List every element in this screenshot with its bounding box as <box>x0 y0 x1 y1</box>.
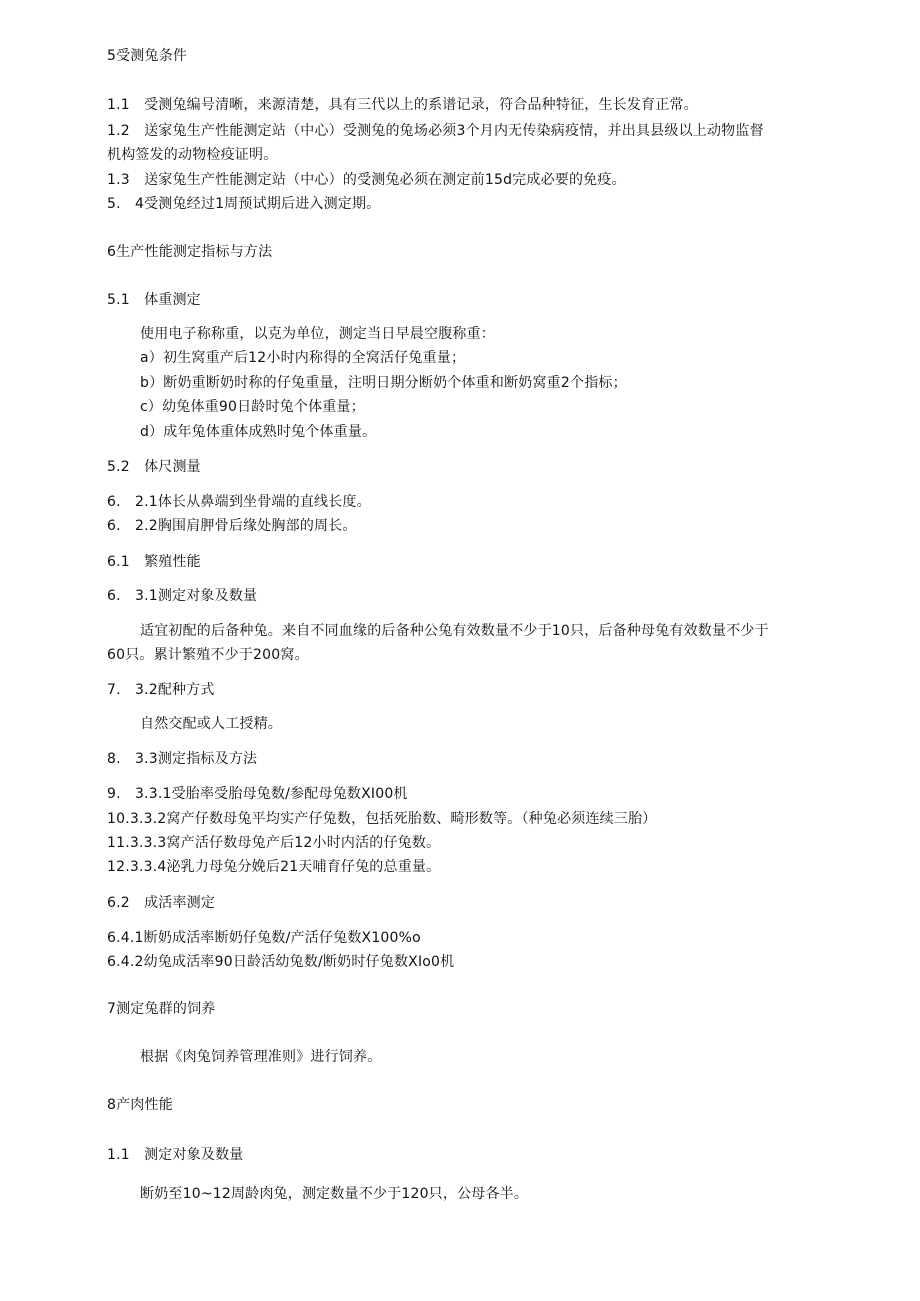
subsection-5-2: 5.2 体尺测量 <box>107 459 201 475</box>
body-text: 根据《肉兔饲养管理准则》进行饲养。 <box>140 1049 382 1065</box>
section-7-heading: 7测定兔群的饲养 <box>107 1001 216 1017</box>
para-10-3-3-2: 10.3.3.2窝产仔数母兔平均实产仔兔数，包括死胎数、畸形数等。（种兔必须连续三胎） <box>107 811 657 827</box>
para-6-2-1: 6. 2.1体长从鼻端到坐骨端的直线长度。 <box>107 494 371 510</box>
section-6-heading: 6生产性能测定指标与方法 <box>107 244 273 260</box>
body-text: 适宜初配的后备种兔。来自不同血缘的后备种公兔有效数量不少于10只，后备种母兔有效数量不少于 <box>140 623 769 639</box>
para-5-4: 5. 4受测兔经过1周预试期后进入测定期。 <box>107 196 381 212</box>
body-text: 自然交配或人工授精。 <box>140 716 282 732</box>
body-text: 断奶至10~12周龄肉兔，测定数量不少于120只，公母各半。 <box>140 1186 529 1202</box>
body-text-cont: 60只。累计繁殖不少于200窝。 <box>107 647 309 663</box>
para-9-3-3-1: 9. 3.3.1受胎率受胎母兔数/参配母兔数XI00机 <box>107 786 408 802</box>
subsection-6-1: 6.1 繁殖性能 <box>107 554 201 570</box>
list-item-b: b）断奶重断奶时称的仔兔重量，注明日期分断奶个体重和断奶窝重2个指标； <box>140 375 627 391</box>
subsection-5-1: 5.1 体重测定 <box>107 292 201 308</box>
list-item-d: d）成年兔体重体成熟时兔个体重量。 <box>140 424 377 440</box>
para-1-1: 1.1 受测兔编号清晰，来源清楚，具有三代以上的系谱记录，符合品种特征，生长发育正常。 <box>107 97 698 113</box>
para-6-3-1: 6. 3.1测定对象及数量 <box>107 588 258 604</box>
para-6-4-1: 6.4.1断奶成活率断奶仔兔数/产活仔兔数X100%o <box>107 930 421 946</box>
body-text: 使用电子称称重，以克为单位，测定当日早晨空腹称重： <box>140 326 495 342</box>
para-8-3-3: 8. 3.3测定指标及方法 <box>107 751 258 767</box>
list-item-a: a）初生窝重产后12小时内称得的全窝活仔兔重量； <box>140 350 466 366</box>
para-7-3-2: 7. 3.2配种方式 <box>107 682 215 698</box>
section-5-heading: 5受测兔条件 <box>107 48 188 64</box>
para-1-3: 1.3 送家兔生产性能测定站（中心）的受测兔必须在测定前15d完成必要的免疫。 <box>107 172 626 188</box>
subsection-1-1: 1.1 测定对象及数量 <box>107 1147 244 1163</box>
para-6-4-2: 6.4.2幼兔成活率90日龄活幼兔数/断奶时仔兔数XIo0机 <box>107 954 455 970</box>
section-8-heading: 8产肉性能 <box>107 1097 173 1113</box>
para-1-2-cont: 机构签发的动物检疫证明。 <box>107 147 278 163</box>
para-12-3-3-4: 12.3.3.4泌乳力母兔分娩后21天哺育仔兔的总重量。 <box>107 859 441 875</box>
para-11-3-3-3: 11.3.3.3窝产活仔数母兔产后12小时内活的仔兔数。 <box>107 835 441 851</box>
subsection-6-2: 6.2 成活率测定 <box>107 895 216 911</box>
list-item-c: c）幼兔体重90日龄时兔个体重量； <box>140 399 365 415</box>
para-6-2-2: 6. 2.2胸围肩胛骨后缘处胸部的周长。 <box>107 518 357 534</box>
para-1-2: 1.2 送家兔生产性能测定站（中心）受测兔的兔场必须3个月内无传染病疫情，并出具县级以上动物监督 <box>107 123 764 139</box>
